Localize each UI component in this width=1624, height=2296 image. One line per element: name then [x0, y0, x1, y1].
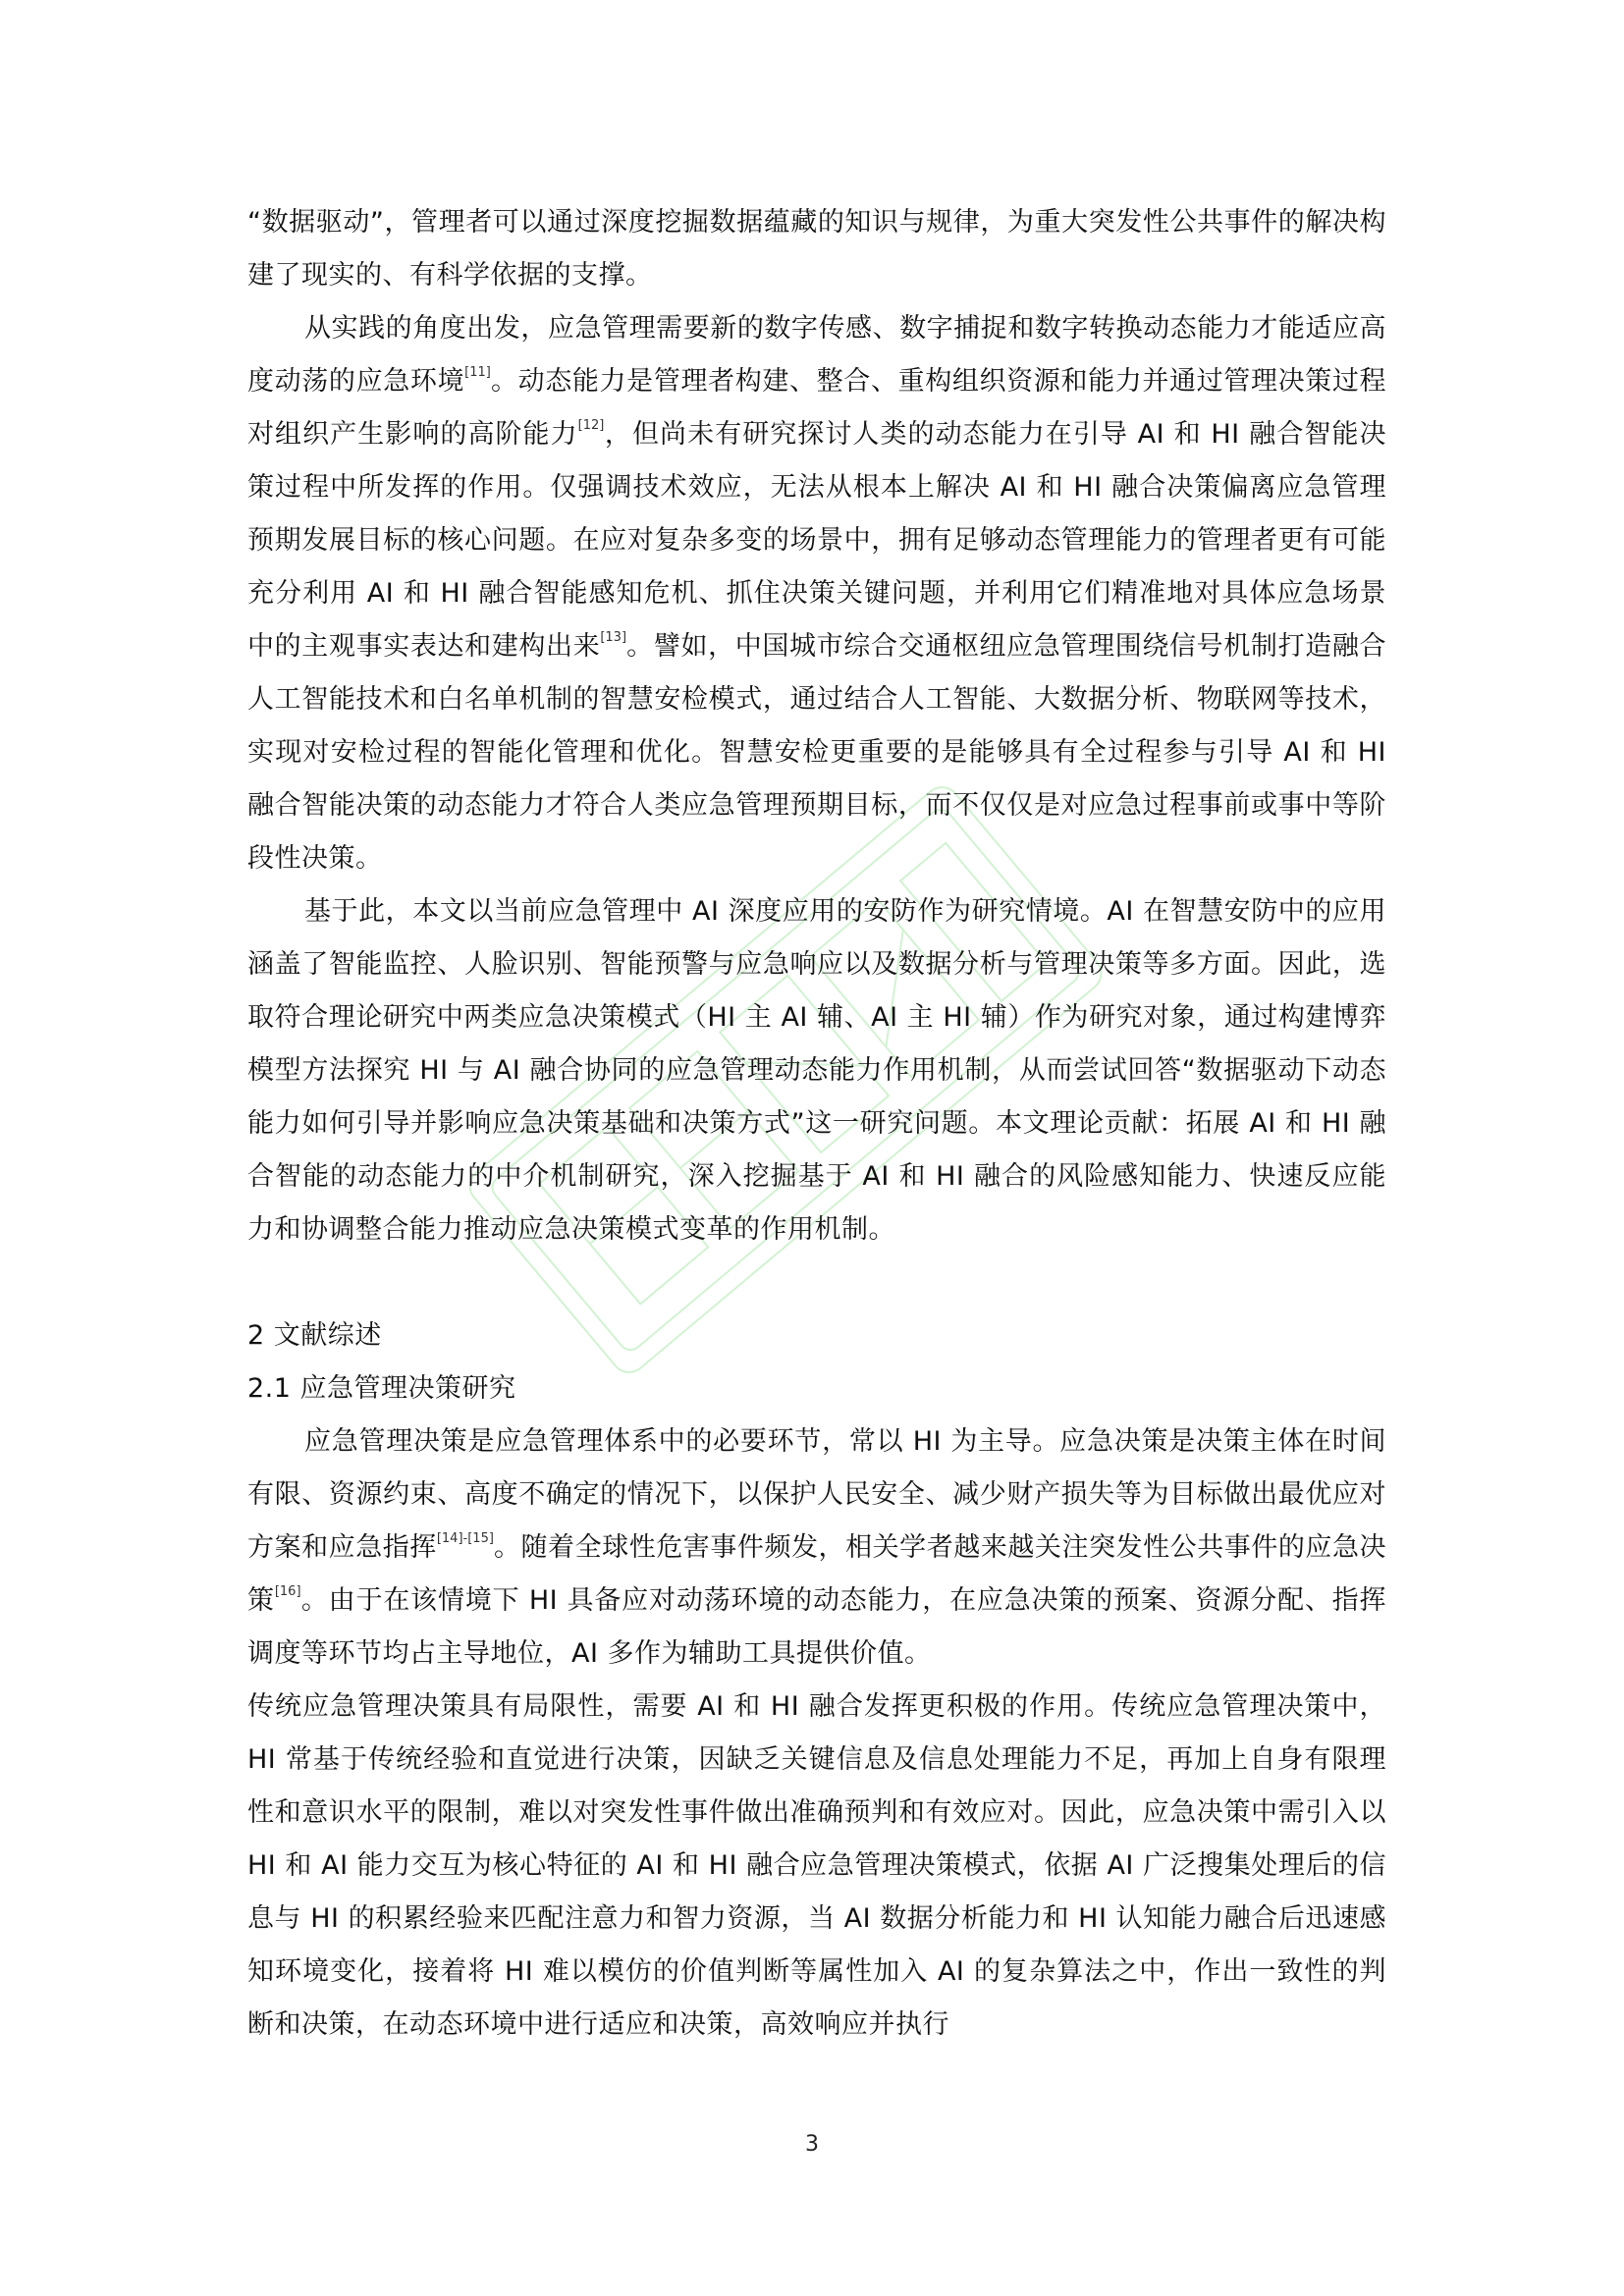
section-spacer: [247, 1256, 1386, 1309]
body-text: [247, 196, 1386, 2052]
paragraph-3: 基于此，本文以当前应急管理中 AI 深度应用的安防作为研究情境。AI 在智慧安防中的应用涵盖了智能监控、人脸识别、智能预警与应急响应以及数据分析与管理决策等多方面。因此，选取符合理论研究中两类应急决策模式（HI 主 AI 辅、AI 主 HI 辅）作为研究对象，通过构建博弈模型方法探究 HI 与 AI 融合协同的应急管理动态能力作用机制，从而尝试回答“数据驱动下动态能力如何引导并影响应急决策基础和决策方式”这一研究问题。本文理论贡献：拓展 AI 和 HI 融合智能的动态能力的中介机制研究，深入挖掘基于 AI 和 HI 融合的风险感知能力、快速反应能力和协调整合能力推动应急决策模式变革的作用机制。: [247, 896, 1386, 1245]
paragraph-5: 传统应急管理决策具有局限性，需要 AI 和 HI 融合发挥更积极的作用。传统应急管理决策中，HI 常基于传统经验和直觉进行决策，因缺乏关键信息及信息处理能力不足，再加上自身有限理性和意识水平的限制，难以对突发性事件做出准确预判和有效应对。因此，应急决策中需引入以 HI 和 AI 能力交互为核心特征的 AI 和 HI 融合应急管理决策模式，依据 AI 广泛搜集处理后的信息与 HI 的积累经验来匹配注意力和智力资源，当 AI 数据分析能力和 HI 认知能力融合后迅速感知环境变化，接着将 HI 难以模仿的价值判断等属性加入 AI 的复杂算法之中，作出一致性的判断和决策，在动态环境中进行适应和决策，高效响应并执行: [247, 1691, 1386, 2040]
subsection-heading: 2.1 应急管理决策研究: [247, 1373, 516, 1404]
paragraph-2-part-4: 。譬如，中国城市综合交通枢纽应急管理围绕信号机制打造融合人工智能技术和白名单机制的智慧安检模式，通过结合人工智能、大数据分析、物联网等技术，实现对安检过程的智能化管理和优化。智慧安检更重要的是能够具有全过程参与引导 AI 和 HI 融合智能决策的动态能力才符合人类应急管理预期目标，而不仅仅是对应急过程事前或事中等阶段性决策。: [247, 631, 1386, 874]
citation-14-15: [14]-[15]: [436, 1531, 494, 1546]
page-number: 3: [805, 2132, 819, 2157]
paragraph-1: “数据驱动”，管理者可以通过深度挖掘数据蕴藏的知识与规律，为重大突发性公共事件的解决构建了现实的、有科学依据的支撑。: [247, 207, 1386, 291]
paragraph-2-part-2: 。动态能力是管理者构建、整合、重构组织资源和能力并通过管理决策过程对组织产生影响的高阶能力: [247, 366, 1387, 450]
paragraph-4-part-1: 应急管理决策是应急管理体系中的必要环节，常以 HI 为主导。应急决策是决策主体在时间有限、资源约束、高度不确定的情况下，以保护人民安全、减少财产损失等为目标做出最优应对方案和应急指挥: [247, 1426, 1386, 1563]
paragraph-2-part-3: ，但尚未有研究探讨人类的动态能力在引导 AI 和 HI 融合智能决策过程中所发挥的作用。仅强调技术效应，无法从根本上解决 AI 和 HI 融合决策偏离应急管理预期发展目标的核心问题。在应对复杂多变的场景中，拥有足够动态管理能力的管理者更有可能充分利用 AI 和 HI 融合智能感知危机、抓住决策关键问题，并利用它们精准地对具体应急场景中的主观事实表达和建构出来: [247, 419, 1387, 662]
paragraph-4-part-3: 。由于在该情境下 HI 具备应对动荡环境的动态能力，在应急决策的预案、资源分配、指挥调度等环节均占主导地位，AI 多作为辅助工具提供价值。: [247, 1585, 1386, 1669]
section-heading: 2 文献综述: [247, 1320, 382, 1351]
citation-16: [16]: [274, 1584, 301, 1599]
paragraph-2: [247, 302, 1386, 885]
citation-12: [12]: [577, 418, 605, 433]
citation-13: [13]: [600, 630, 627, 645]
citation-11: [11]: [464, 365, 491, 380]
paragraph-2-part-1: 从实践的角度出发，应急管理需要新的数字传感、数字捕捉和数字转换动态能力才能适应高度动荡的应急环境: [247, 313, 1386, 397]
paragraph-4-part-2: 。随着全球性危害事件频发，相关学者越来越关注突发性公共事件的应急决策: [247, 1532, 1387, 1616]
paragraph-4: [247, 1415, 1386, 1681]
